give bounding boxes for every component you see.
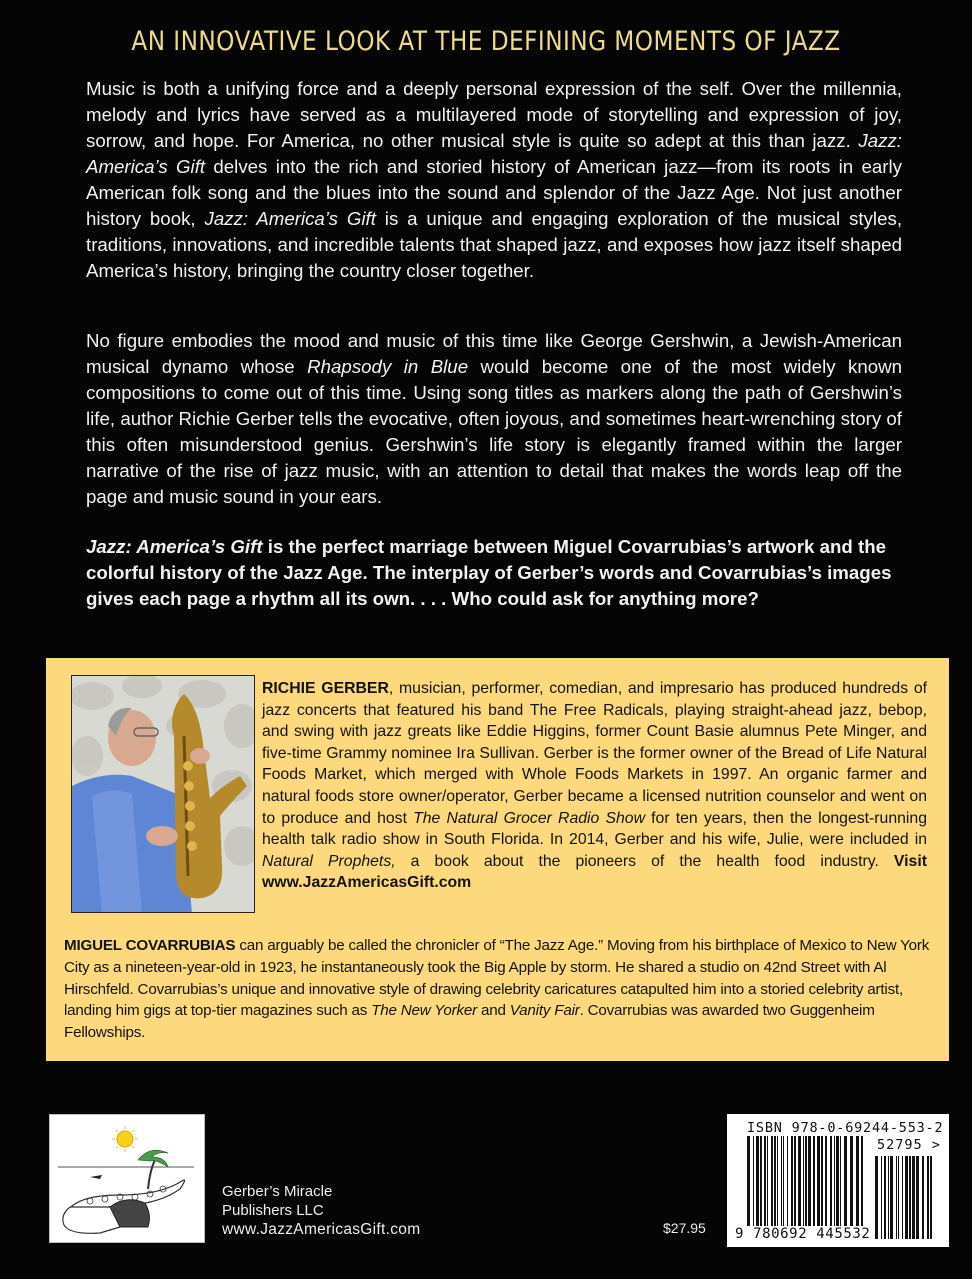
barcode-bar — [830, 1136, 832, 1239]
saxophone-island-logo-icon — [50, 1115, 204, 1242]
barcode-bar — [781, 1136, 782, 1239]
barcode-bar — [783, 1136, 784, 1239]
barcode-bar — [817, 1136, 820, 1239]
publisher-name-line2: Publishers LLC — [222, 1202, 324, 1219]
text-run: Music is both a unifying force and a deeply personal expression of the self. Over the millennia, melody and lyrics have served as a multilayered mode of storytelling and expression of joy, sorrow, and hope. For America, no other musical style is quite so adept at this than jazz. — [86, 78, 902, 151]
text-run: Visit www.JazzAmericasGift.com — [262, 852, 927, 892]
barcode-bar — [916, 1156, 919, 1239]
isbn-barcode — [727, 1114, 949, 1247]
barcode-bar — [890, 1156, 893, 1239]
text-run: MIGUEL COVARRUBIAS — [64, 937, 236, 954]
barcode-bar — [856, 1136, 859, 1239]
text-run: can arguably be called the chronicler of “The Jazz Age.” Moving from his birthplace of Mexico to New York City as a nineteen-year-old in 1923, he instantaneously took the Big Apple by storm. He shared a studio on 42nd Street with Al Hirschfeld. Covarrubias’s unique and innovative style of drawing celebrity caricatures catapulted him into a storied celebrity artist, landing him gigs at top-tier magazines such as — [64, 937, 930, 1020]
text-run: The New Yorker — [371, 1002, 477, 1020]
barcode-bar — [808, 1136, 811, 1239]
barcode-bar — [834, 1136, 835, 1239]
text-run: RICHIE GERBER — [262, 680, 389, 697]
barcode-bar — [927, 1156, 929, 1239]
saxophone-player-image — [72, 676, 255, 913]
text-run: Natural Prophets, — [262, 852, 396, 870]
addon-barcode-bars — [875, 1156, 933, 1239]
text-run: . Covarrubias was awarded two Guggenheim Fellowships. — [64, 1002, 875, 1042]
publisher-logo — [49, 1114, 205, 1243]
richie-gerber-bio — [262, 678, 927, 894]
barcode-bar — [771, 1136, 773, 1239]
text-run: The Natural Grocer Radio Show — [413, 809, 645, 827]
description-paragraph-2 — [86, 328, 902, 510]
text-run: delves into the rich and storied history of American jazz—from its roots in early American folk song and the blues into the sound and splendor of the Jazz Age. Not just another history book, — [86, 156, 902, 229]
barcode-bar — [825, 1136, 827, 1239]
author-photo — [71, 675, 255, 913]
description-paragraph-1 — [86, 76, 902, 284]
barcode-bar — [844, 1136, 847, 1239]
barcode-bar — [861, 1136, 863, 1239]
barcode-bar — [798, 1136, 801, 1239]
barcode-bar — [753, 1136, 754, 1239]
text-run: Jazz: America’s Gift — [86, 130, 902, 177]
barcode-bar — [898, 1156, 899, 1239]
barcode-bar — [840, 1136, 841, 1239]
barcode-bar — [875, 1156, 878, 1239]
barcode-bar — [821, 1136, 823, 1239]
barcode-bar — [896, 1156, 897, 1239]
barcode-bar — [909, 1156, 911, 1239]
ean-number: 9 780692 445532 — [735, 1226, 871, 1242]
barcode-bar — [905, 1156, 908, 1239]
cover-tagline: AN INNOVATIVE LOOK AT THE DEFINING MOMENTS OF JAZZ — [131, 26, 841, 57]
text-run: a book about the pioneers of the health food industry. — [395, 852, 894, 870]
barcode-bar — [850, 1136, 853, 1239]
text-run: Vanity Fair — [509, 1002, 580, 1020]
barcode-bar — [836, 1136, 839, 1239]
ean-barcode-bars — [747, 1136, 867, 1239]
barcode-bar — [888, 1156, 889, 1239]
text-run: , musician, performer, comedian, and impresario has produced hundreds of jazz concerts that featured his band The Free Radicals, playing straight-ahead jazz, bebop, and swing with jazz greats like Eddie Higgins, former Count Basie alumnus Pete Minger, and five-time Grammy nominee Ira Sullivan. Gerber is the former owner of the Bread of Life Natural Foods Market, which merged with Whole Foods Markets in 1997. An organic farmer and natural foods store owner/operator, Gerber became a licensed nutrition counselor and went on to produce and host — [262, 680, 928, 827]
text-run: No figure embodies the mood and music of this time like George Gershwin, a Jewish-American musical dynamo whose — [86, 330, 902, 377]
barcode-bar — [774, 1136, 776, 1239]
barcode-bar — [767, 1136, 768, 1239]
barcode-bar — [912, 1156, 915, 1239]
book-price: $27.95 — [663, 1220, 706, 1236]
isbn-text: ISBN 978-0-69244-553-2 — [747, 1120, 944, 1136]
barcode-bar — [813, 1136, 815, 1239]
barcode-bar — [764, 1136, 766, 1239]
barcode-bar — [787, 1136, 788, 1239]
barcode-bar — [902, 1156, 903, 1239]
text-run: is a unique and engaging exploration of the musical styles, traditions, innovations, and incredible talents that shaped jazz, and exposes how jazz itself shaped America’s history, bringing the country closer together. — [86, 208, 903, 281]
text-run: Jazz: America’s Gift — [86, 536, 263, 557]
barcode-bar — [756, 1136, 759, 1239]
text-run: Rhapsody in Blue — [307, 356, 469, 377]
barcode-bar — [794, 1136, 796, 1239]
price-addon-code: 52795 > — [877, 1137, 941, 1153]
publisher-website: www.JazzAmericasGift.com — [222, 1221, 421, 1238]
barcode-bar — [803, 1136, 804, 1239]
text-run: Jazz: America’s Gift — [204, 208, 376, 229]
barcode-bar — [922, 1156, 924, 1239]
barcode-bar — [884, 1156, 886, 1239]
barcode-bar — [881, 1156, 882, 1239]
barcode-bar — [930, 1156, 932, 1239]
barcode-bar — [747, 1136, 750, 1239]
text-run: would become one of the most widely known compositions to come out of this time. Using song titles as markers along the path of Gershwin’s life, author Richie Gerber tells the evocative, often joyous, and sometimes heart-wrenching story of this often misunderstood genius. Gershwin’s life story is elegantly framed within the larger narrative of the rise of jazz music, with an attention to detail that makes the words leap off the page and music sound in your ears. — [86, 356, 903, 507]
barcode-bar — [805, 1136, 807, 1239]
publisher-info — [222, 1182, 420, 1239]
barcode-bar — [777, 1136, 778, 1239]
author-bio-box — [46, 658, 949, 1061]
miguel-covarrubias-bio — [64, 935, 930, 1044]
text-run: and — [477, 1002, 510, 1020]
barcode-bar — [791, 1136, 793, 1239]
description-paragraph-3 — [86, 534, 902, 612]
text-run: for ten years, then the longest-running health talk radio show in South Florida. In 2014, Gerber and his wife, Julie, were included in — [262, 809, 927, 849]
barcode-bar — [760, 1136, 762, 1239]
text-run: is the perfect marriage between Miguel Covarrubias’s artwork and the colorful history of the Jazz Age. The interplay of Gerber’s words and Covarrubias’s images gives each page a rhythm all its own. . . . Who could ask for anything more? — [86, 536, 892, 609]
publisher-name-line1: Gerber’s Miracle — [222, 1183, 333, 1200]
